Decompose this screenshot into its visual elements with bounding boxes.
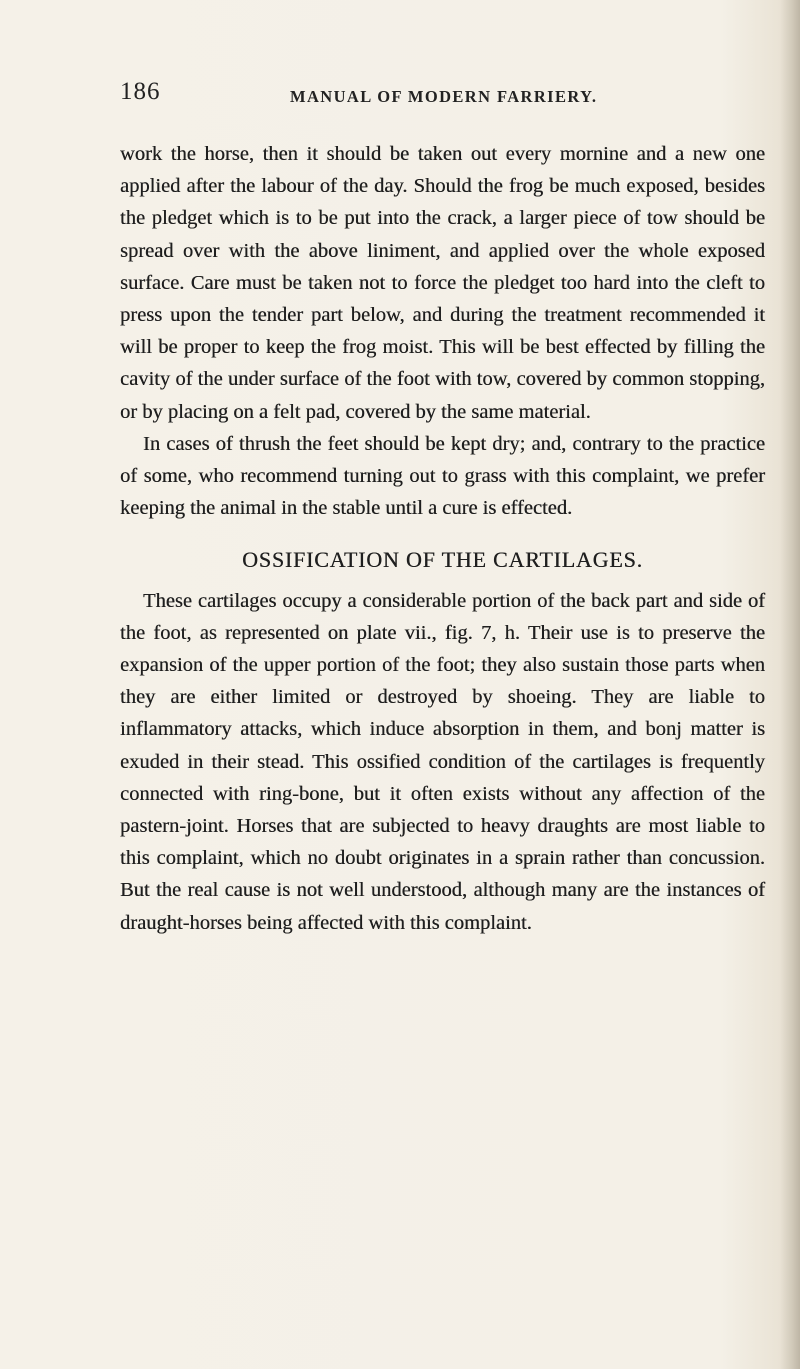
paragraph-ossification: These cartilages occupy a considerable portion of the back part and side of the foot, as represented on plate vii., fig. 7, h. Their use is to preserve the expansion of the upper portion of the foot; they also sustain those parts when they are either limited or destroyed by shoeing. They are liable to inflammatory attacks, which induce absorption in them, and bonj matter is exuded in their stead. This ossified condition of the cartilages is frequently connected with ring-bone, but it often exists without any affection of the pastern-joint. Horses that are subjected to heavy draughts are most liable to this complaint, which no doubt originates in a sprain rather than concussion. But the real cause is not well understood, although many are the instances of draught-horses being affected with this complaint. [120, 589, 765, 934]
page-header [120, 78, 770, 112]
paragraph-thrush: In cases of thrush the feet should be kept dry; and, contrary to the practice of some, who recommend turning out to grass with this complaint, we prefer keeping the animal in the stable until a cure is effected. [120, 432, 765, 520]
page-body [120, 138, 765, 939]
page-edge-shadow [780, 0, 800, 1369]
running-title: MANUAL OF MODERN FARRIERY. [290, 87, 598, 106]
paragraph-continued: work the horse, then it should be taken out every mornine and a new one applied after the labour of the day. Should the frog be much exposed, besides the pledget which is to be put into the crack, a larger piece of tow should be spread over with the above liniment, and applied over the whole exposed surface. Care must be taken not to force the pledget too hard into the cleft to press upon the tender part below, and during the treatment recommended it will be proper to keep the frog moist. This will be best effected by filling the cavity of the under surface of the foot with tow, covered by common stopping, or by placing on a felt pad, covered by the same material. [120, 143, 765, 423]
page-number: 186 [120, 78, 161, 105]
section-heading: OSSIFICATION OF THE CARTILAGES. [242, 547, 643, 573]
